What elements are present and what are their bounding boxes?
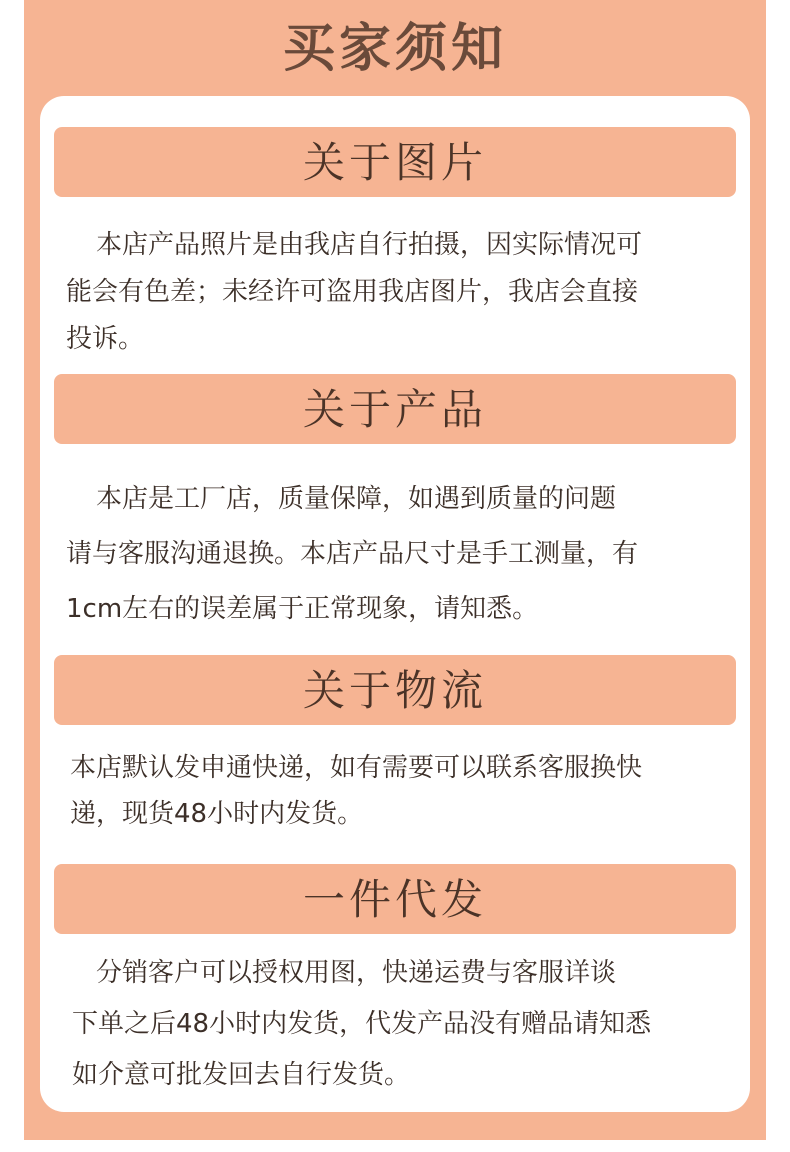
section-title: 关于图片 — [302, 138, 487, 187]
page-title: 买家须知 — [282, 19, 507, 79]
section-body-pictures — [66, 222, 736, 363]
body-line: 能会有色差；未经许可盗用我店图片，我店会直接 — [66, 277, 639, 307]
section-header-logistics — [54, 655, 736, 725]
section-body-products — [66, 472, 736, 637]
section-header-dropshipping — [54, 864, 736, 934]
body-line: 如介意可批发回去自行发货。 — [72, 1060, 411, 1090]
section-title: 关于产品 — [302, 385, 487, 434]
body-line: 本店是工厂店，质量保障，如遇到质量的问题 — [96, 484, 617, 514]
body-line: 请与客服沟通退换。本店产品尺寸是手工测量，有 — [66, 539, 639, 569]
body-line: 本店默认发申通快递，如有需要可以联系客服换快 — [70, 753, 643, 783]
body-line: 投诉。 — [66, 324, 145, 354]
body-line: 本店产品照片是由我店自行拍摄，因实际情况可 — [96, 230, 643, 260]
section-header-pictures — [54, 127, 736, 197]
section-body-dropshipping — [66, 948, 736, 1101]
section-title: 关于物流 — [302, 666, 487, 715]
section-header-products — [54, 374, 736, 444]
section-body-logistics — [66, 745, 736, 837]
body-line: 下单之后48小时内发货，代发产品没有赠品请知悉 — [72, 1009, 652, 1039]
body-line: 递，现货48小时内发货。 — [70, 799, 364, 829]
section-title: 一件代发 — [302, 875, 487, 924]
body-line: 1cm左右的误差属于正常现象，请知悉。 — [66, 594, 539, 624]
body-line: 分销客户可以授权用图，快递运费与客服详谈 — [96, 958, 617, 988]
